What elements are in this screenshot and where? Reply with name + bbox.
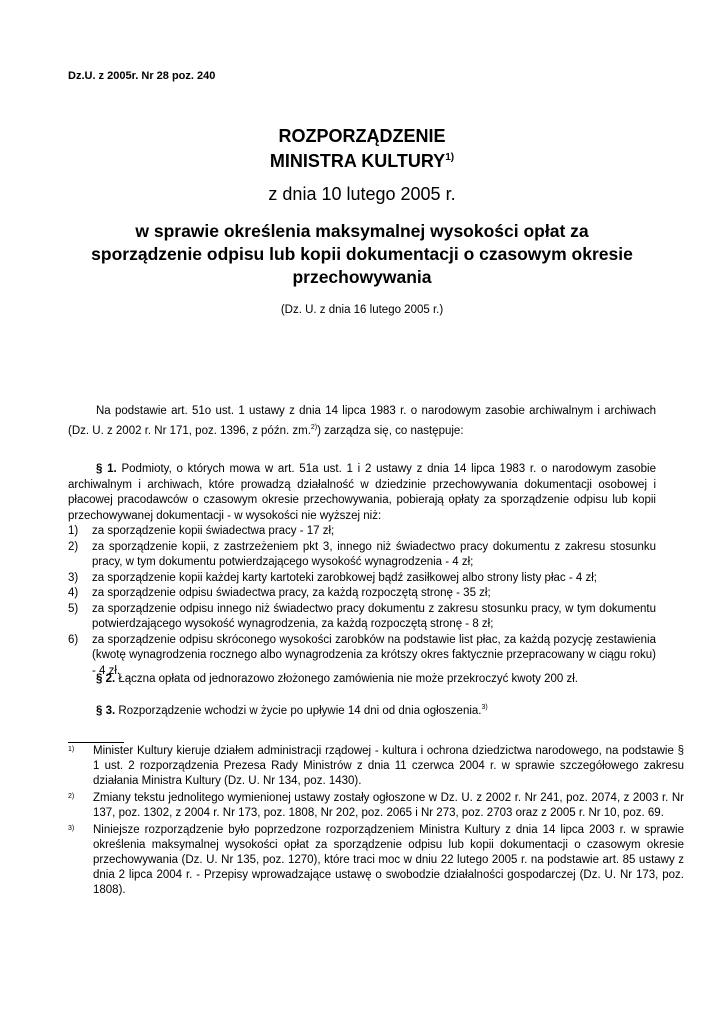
footnote-number: 2) (68, 793, 75, 800)
section-3-mark: § 3. (96, 704, 116, 717)
publication-info: (Dz. U. z dnia 16 lutego 2005 r.) (280, 304, 444, 316)
footnote (68, 744, 684, 789)
footnote-ref-3: 3) (481, 704, 488, 711)
list-item-number: 4) (68, 587, 79, 599)
list-item (68, 540, 656, 571)
document-date: z dnia 10 lutego 2005 r. (268, 184, 456, 204)
footnote-divider (68, 742, 124, 743)
list-item-text: za sporządzenie kopii, z zastrzeżeniem pkt 3, innego niż świadectwo pracy dokumentu z zakresu stosunku pracy, w tym dokumentu potwierdzającego wysokość wynagrodzenia - 4 zł; (92, 540, 656, 568)
list-item-text: za sporządzenie odpisu innego niż świadectwo pracy dokumentu z zakresu stosunku pracy, w tym dokumentu potwierdzającego wysokość wynagrodzenia, za każdą rozpoczętą stronę - 8 zł; (92, 602, 656, 630)
section-2-text: Łączna opłata od jednorazowo złożonego zamówienia nie może przekroczyć kwoty 200 zł. (115, 673, 578, 685)
footnote-text: Zmiany tekstu jednolitego wymienionej ustawy zostały ogłoszone w Dz. U. z 2002 r. Nr 241, poz. 2074, z 2003 r. Nr 137, poz. 1302, z 2004 r. Nr 173, poz. 1808, Nr 202, poz. 2065 i Nr 273, poz. 2703 oraz z 2005 r. Nr 10, poz. 69. (93, 792, 684, 819)
list-item-number: 1) (68, 525, 79, 537)
intro-text-a: Na podstawie art. 51o ust. 1 ustawy z dnia 14 lipca 1983 r. o narodowym zasobie archiwalnym i archiwach (Dz. U. z 2002 r. Nr 171, poz. 1396, z późn. zm. (68, 405, 656, 437)
footnote-number: 1) (68, 746, 75, 753)
section-1-mark: § 1. (96, 463, 117, 475)
footnote-number: 3) (68, 825, 75, 832)
list-item (68, 571, 656, 587)
footnote (68, 823, 684, 898)
fee-list (68, 524, 656, 679)
list-item-number: 5) (68, 602, 79, 615)
list-item-text: za sporządzenie kopii świadectwa pracy - 17 zł; (92, 525, 335, 537)
section-1-paragraph (68, 462, 656, 524)
intro-text-b: ) zarządza się, co następuje: (317, 424, 464, 437)
document-title: ROZPORZĄDZENIE (278, 126, 446, 146)
authority-name: MINISTRA KULTURY (269, 151, 446, 171)
footnote (68, 791, 684, 821)
list-item (68, 524, 656, 540)
document-subject: w sprawie określenia maksymalnej wysokości opłat za sporządzenie odpisu lub kopii dokumentacji o czasowym okresie przechowywania (91, 221, 633, 287)
intro-paragraph (68, 404, 656, 439)
issuing-authority (0, 147, 724, 172)
footnote-ref-1: 1) (445, 152, 455, 163)
section-1-text: Podmioty, o których mowa w art. 51a ust. 1 i 2 ustawy z dnia 14 lipca 1983 r. o narodowym zasobie archiwalnym i archiwach, które prowadzą działalność w dziedzinie przechowywania dokumentacji osobowej i płacowej pracodawców o czasowym okresie przechowywania, pobierają opłaty za sporządzenie odpisu lub kopii przechowywanej dokumentacji - w wysokości nie wyższej niż: (68, 463, 656, 522)
list-item-text: za sporządzenie odpisu świadectwa pracy, za każdą rozpoczętą stronę - 35 zł; (92, 587, 491, 599)
journal-reference: Dz.U. z 2005r. Nr 28 poz. 240 (68, 70, 216, 82)
list-item-text: za sporządzenie kopii każdej karty kartoteki zarobkowej bądź zasiłkowej albo strony listy płac - 4 zł; (92, 571, 597, 584)
section-3-text: Rozporządzenie wchodzi w życie po upływie 14 dni od dnia ogłoszenia. (115, 704, 482, 717)
list-item-text: za sporządzenie odpisu skróconego wysokości zarobków na podstawie list płac, za każdą pozycję zestawienia (kwotę wynagrodzenia rocznego albo wynagrodzenia za krótszy okres faktycznie przepracowany w ciągu roku) - 4 zł. (92, 633, 656, 677)
footnote-text: Niniejsze rozporządzenie było poprzedzone rozporządzeniem Ministra Kultury z dnia 14 lipca 2003 r. w sprawie określenia maksymalnej wysokości opłat za sporządzenie odpisu lub kopii dokumentacji o czasowym okresie przechowywania (Dz. U. Nr 135, poz. 1270), które traci moc w dniu 22 lutego 2005 r. na podstawie art. 85 ustawy z dnia 2 lipca 2004 r. - Przepisy wprowadzające ustawę o swobodzie działalności gospodarczej (Dz. U. Nr 173, poz. 1808). (93, 824, 684, 896)
list-item-number: 2) (68, 540, 79, 553)
section-3-paragraph (68, 700, 656, 719)
footnotes (68, 744, 684, 900)
section-2-mark: § 2. (96, 673, 116, 685)
list-item-number: 6) (68, 633, 79, 646)
list-item (68, 602, 656, 633)
section-2-paragraph (68, 672, 656, 688)
footnote-ref-2: 2) (310, 423, 318, 431)
list-item (68, 586, 656, 602)
list-item-number: 3) (68, 571, 79, 584)
footnote-text: Minister Kultury kieruje działem administracji rządowej - kultura i ochrona dziedzictwa narodowego, na podstawie § 1 ust. 2 rozporządzenia Prezesa Rady Ministrów z dnia 11 czerwca 2004 r. w sprawie szczegółowego zakresu działania Ministra Kultury (Dz. U. Nr 134, poz. 1430). (93, 745, 684, 787)
